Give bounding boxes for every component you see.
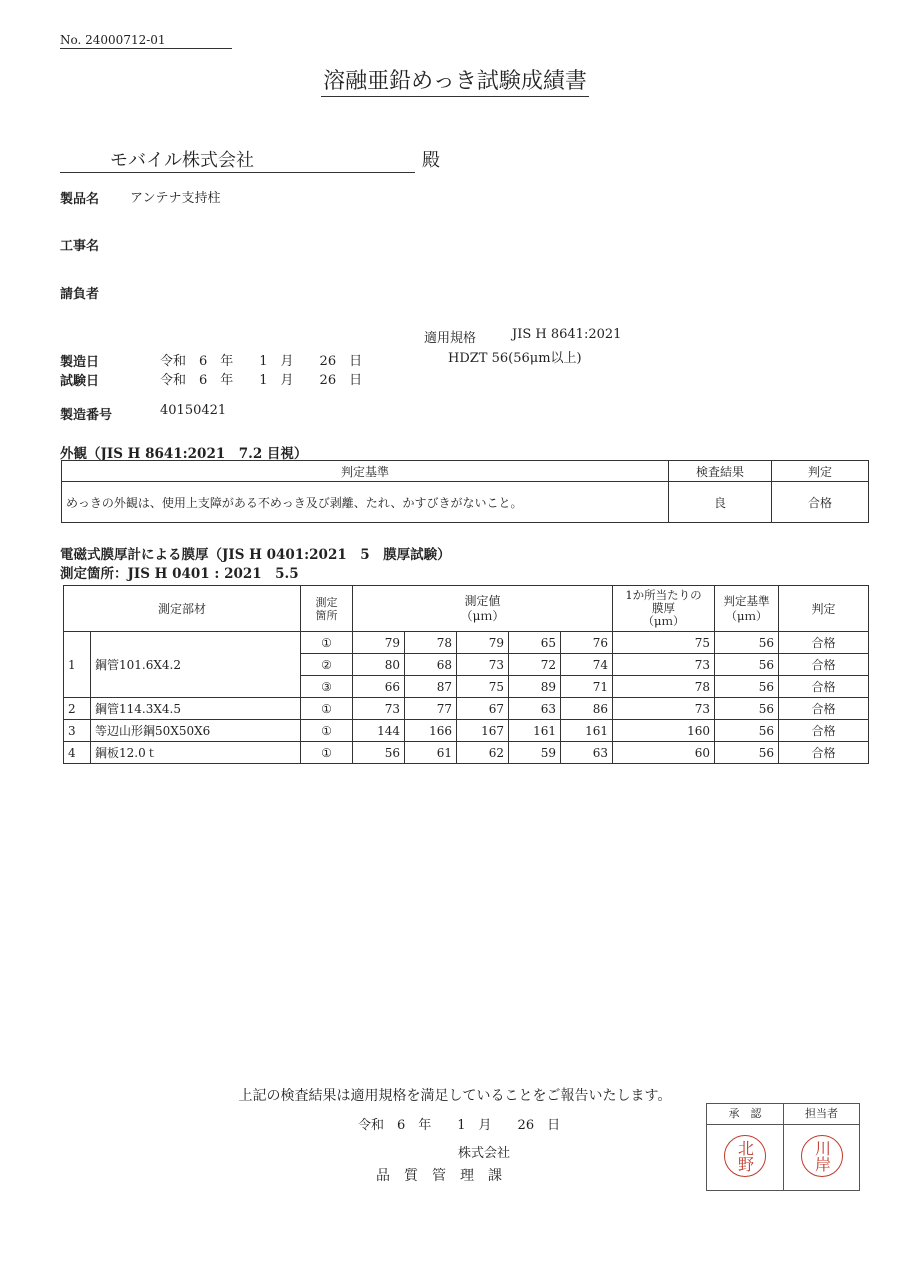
location-mark: ① (301, 720, 353, 742)
measured-value: 167 (457, 720, 509, 742)
location-mark: ③ (301, 676, 353, 698)
location-mark: ② (301, 654, 353, 676)
standard-value: JIS H 8641:2021 (512, 327, 622, 342)
standard-value: 56 (715, 720, 779, 742)
standard-value: 56 (715, 654, 779, 676)
row-judgement: 合格 (779, 676, 869, 698)
footer-department: 品 質 管 理 課 (376, 1168, 502, 1184)
measured-value: 144 (353, 720, 405, 742)
approve-seal: 北野 (724, 1135, 766, 1177)
measured-value: 63 (561, 742, 613, 764)
location-mark: ① (301, 698, 353, 720)
per-location-thickness: 73 (613, 654, 715, 676)
mfg-date-label: 製造日 (60, 355, 100, 370)
row-number: 4 (64, 742, 91, 764)
row-judgement: 合格 (779, 742, 869, 764)
thickness-heading: 電磁式膜厚計による膜厚（JIS H 0401:2021 5 膜厚試験） (60, 547, 451, 563)
per-location-header-text: 1か所当たりの膜厚 (625, 588, 702, 615)
row-number: 2 (64, 698, 91, 720)
measured-value: 161 (509, 720, 561, 742)
member-name: 鋼管114.3X4.5 (91, 698, 301, 720)
serial-label: 製造番号 (60, 408, 113, 423)
row-number: 1 (64, 632, 91, 698)
measured-value: 76 (561, 632, 613, 654)
standard-header-text: 判定基準 (723, 593, 770, 608)
criteria-header: 判定基準 (62, 461, 669, 482)
measured-value: 73 (457, 654, 509, 676)
measured-value: 71 (561, 676, 613, 698)
measured-value: 73 (353, 698, 405, 720)
charge-seal: 川岸 (801, 1135, 843, 1177)
page-title (0, 64, 910, 95)
document-number: No. 24000712-01 (60, 33, 232, 49)
serial-value: 40150421 (160, 403, 227, 418)
standard-value: 56 (715, 698, 779, 720)
judgement-cell: 合格 (772, 482, 869, 523)
thickness-row (64, 698, 869, 720)
member-name: 鋼管101.6X4.2 (91, 632, 301, 698)
approve-label: 承 認 (707, 1104, 784, 1125)
grade-value: HDZT 56(56μm以上) (448, 351, 582, 366)
per-location-thickness: 73 (613, 698, 715, 720)
thickness-row (64, 720, 869, 742)
thickness-header-row (64, 586, 869, 632)
mfg-date-value: 令和 6 年 1 月 26 日 (160, 354, 363, 369)
measured-value: 79 (353, 632, 405, 654)
addressee-honorific: 殿 (422, 150, 440, 171)
row-judgement: 合格 (779, 698, 869, 720)
measured-value: 77 (405, 698, 457, 720)
per-location-header (613, 586, 715, 632)
stamp-box (706, 1103, 860, 1191)
per-location-thickness: 60 (613, 742, 715, 764)
standard-value: 56 (715, 676, 779, 698)
measured-value: 63 (509, 698, 561, 720)
measured-value: 61 (405, 742, 457, 764)
member-name: 等辺山形鋼50X50X6 (91, 720, 301, 742)
addressee-line (60, 146, 440, 173)
thickness-table (63, 585, 869, 764)
thickness-row (64, 632, 869, 654)
values-header-text: 測定値 (464, 593, 501, 608)
title-text: 溶融亜鉛めっき試験成績書 (321, 69, 589, 97)
row-judgement: 合格 (779, 720, 869, 742)
measured-value: 161 (561, 720, 613, 742)
footer-statement: 上記の検査結果は適用規格を満足していることをご報告いたします。 (238, 1088, 672, 1104)
per-location-thickness: 160 (613, 720, 715, 742)
measured-value: 68 (405, 654, 457, 676)
addressee-company: モバイル株式会社 (110, 150, 254, 171)
member-header: 測定部材 (64, 586, 301, 632)
measured-value: 87 (405, 676, 457, 698)
location-mark: ① (301, 742, 353, 764)
test-date-value: 令和 6 年 1 月 26 日 (160, 373, 363, 388)
result-cell: 良 (669, 482, 772, 523)
judgement-col-header: 判定 (779, 586, 869, 632)
standard-value: 56 (715, 742, 779, 764)
standard-header (715, 586, 779, 632)
location-header-text: 測定箇所 (315, 595, 338, 622)
test-date-label: 試験日 (60, 374, 100, 389)
work-label: 工事名 (60, 239, 100, 254)
standard-value: 56 (715, 632, 779, 654)
row-number: 3 (64, 720, 91, 742)
thickness-subheading: 測定箇所：JIS H 0401 : 2021 5.5 (60, 566, 299, 582)
member-name: 鋼板12.0ｔ (91, 742, 301, 764)
footer-company: 株式会社 (458, 1146, 511, 1161)
measured-value: 80 (353, 654, 405, 676)
product-label: 製品名 (60, 192, 100, 207)
measured-value: 74 (561, 654, 613, 676)
measured-value: 72 (509, 654, 561, 676)
judgement-header: 判定 (772, 461, 869, 482)
thickness-row (64, 742, 869, 764)
footer-date: 令和 6 年 1 月 26 日 (358, 1118, 561, 1133)
measured-value: 86 (561, 698, 613, 720)
measured-value: 89 (509, 676, 561, 698)
result-header: 検査結果 (669, 461, 772, 482)
standard-header-unit: （μｍ） (725, 608, 768, 623)
values-header (353, 586, 613, 632)
values-header-unit: （μｍ） (460, 608, 505, 623)
appearance-table (61, 460, 869, 523)
measured-value: 79 (457, 632, 509, 654)
measured-value: 56 (353, 742, 405, 764)
row-judgement: 合格 (779, 632, 869, 654)
measured-value: 62 (457, 742, 509, 764)
row-judgement: 合格 (779, 654, 869, 676)
standard-label: 適用規格 (424, 331, 477, 346)
per-location-thickness: 78 (613, 676, 715, 698)
measured-value: 65 (509, 632, 561, 654)
measured-value: 66 (353, 676, 405, 698)
contractor-label: 請負者 (60, 287, 100, 302)
measured-value: 59 (509, 742, 561, 764)
criteria-cell: めっきの外観は、使用上支障がある不めっき及び剥離、たれ、かすびきがないこと。 (62, 482, 669, 523)
measured-value: 75 (457, 676, 509, 698)
per-location-header-unit: （μｍ） (642, 614, 685, 628)
appearance-heading: 外観（JIS H 8641:2021 7.2 目視） (60, 446, 308, 462)
measured-value: 67 (457, 698, 509, 720)
per-location-thickness: 75 (613, 632, 715, 654)
location-header (301, 586, 353, 632)
location-mark: ① (301, 632, 353, 654)
appearance-header-row (62, 461, 869, 482)
product-value: アンテナ支持柱 (130, 191, 221, 206)
measured-value: 166 (405, 720, 457, 742)
measured-value: 78 (405, 632, 457, 654)
appearance-row (62, 482, 869, 523)
stamp-divider (783, 1104, 784, 1190)
charge-label: 担当者 (784, 1104, 859, 1125)
